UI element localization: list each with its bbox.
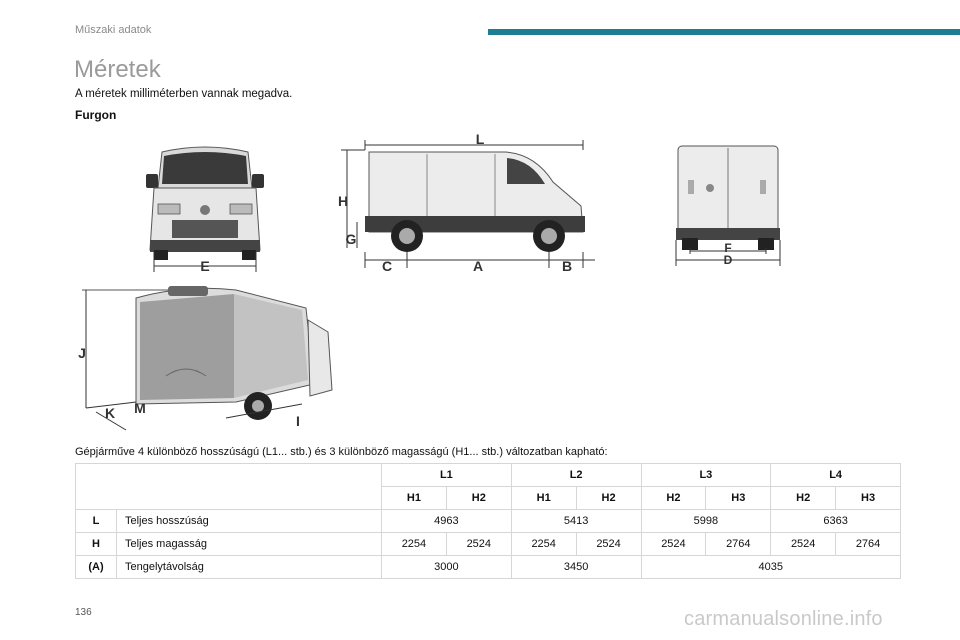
dimensions-table <box>75 463 901 579</box>
dim-label-j: J <box>78 345 86 361</box>
height-header: H1 <box>382 487 447 510</box>
row-code: H <box>76 533 117 556</box>
dim-label-g: G <box>345 231 357 247</box>
dim-label-c: C <box>381 258 393 274</box>
height-header: H2 <box>771 487 836 510</box>
table-cell: 5413 <box>511 510 641 533</box>
dim-label-k: K <box>104 405 116 421</box>
header-accent-bar <box>488 29 960 35</box>
dim-label-m: M <box>134 400 146 416</box>
table-cell: 2764 <box>706 533 771 556</box>
table-cell: 3000 <box>382 556 512 579</box>
length-header: L2 <box>511 464 641 487</box>
table-cell: 2254 <box>511 533 576 556</box>
height-header: H1 <box>511 487 576 510</box>
table-cell: 2524 <box>446 533 511 556</box>
section-label: Műszaki adatok <box>75 24 152 36</box>
row-label: Tengelytávolság <box>117 556 382 579</box>
van-cargo-view <box>76 280 336 440</box>
dim-label-b: B <box>561 258 573 274</box>
table-cell: 6363 <box>771 510 901 533</box>
height-header: H3 <box>706 487 771 510</box>
page-number: 136 <box>75 607 92 618</box>
height-header: H2 <box>641 487 706 510</box>
table-row <box>76 464 901 487</box>
table-cell: 2764 <box>836 533 901 556</box>
dim-label-e: E <box>200 258 210 274</box>
row-label: Teljes hosszúság <box>117 510 382 533</box>
height-header: H2 <box>576 487 641 510</box>
table-corner-cell <box>76 464 382 510</box>
van-side-view <box>335 130 600 275</box>
dim-label-i: I <box>296 413 300 429</box>
table-row <box>76 510 901 533</box>
table-cell: 5998 <box>641 510 771 533</box>
van-rear-view <box>670 140 785 270</box>
table-row <box>76 556 901 579</box>
subheading: Furgon <box>75 108 117 122</box>
length-header: L3 <box>641 464 771 487</box>
table-cell: 4035 <box>641 556 901 579</box>
row-label: Teljes magasság <box>117 533 382 556</box>
length-header: L4 <box>771 464 901 487</box>
van-front-view <box>140 140 270 275</box>
variants-caption: Gépjárműve 4 különböző hosszúságú (L1... stb.) és 3 különböző magasságú (H1... stb.) változatban kapható: <box>75 446 608 458</box>
height-header: H3 <box>836 487 901 510</box>
table-row <box>76 533 901 556</box>
table-cell: 4963 <box>382 510 512 533</box>
table-cell: 2254 <box>382 533 447 556</box>
height-header: H2 <box>446 487 511 510</box>
length-header: L1 <box>382 464 512 487</box>
watermark: carmanualsonline.info <box>684 608 883 630</box>
table-cell: 2524 <box>641 533 706 556</box>
dim-label-d: D <box>723 253 733 267</box>
row-code: (A) <box>76 556 117 579</box>
dim-label-h: H <box>337 193 349 209</box>
dim-label-f: F <box>724 241 732 255</box>
row-code: L <box>76 510 117 533</box>
dim-label-a: A <box>472 258 484 274</box>
intro-text: A méretek milliméterben vannak megadva. <box>75 88 293 100</box>
dim-label-l: L <box>475 131 485 147</box>
page-title: Méretek <box>74 56 161 83</box>
table-cell: 2524 <box>576 533 641 556</box>
table-cell: 3450 <box>511 556 641 579</box>
table-cell: 2524 <box>771 533 836 556</box>
